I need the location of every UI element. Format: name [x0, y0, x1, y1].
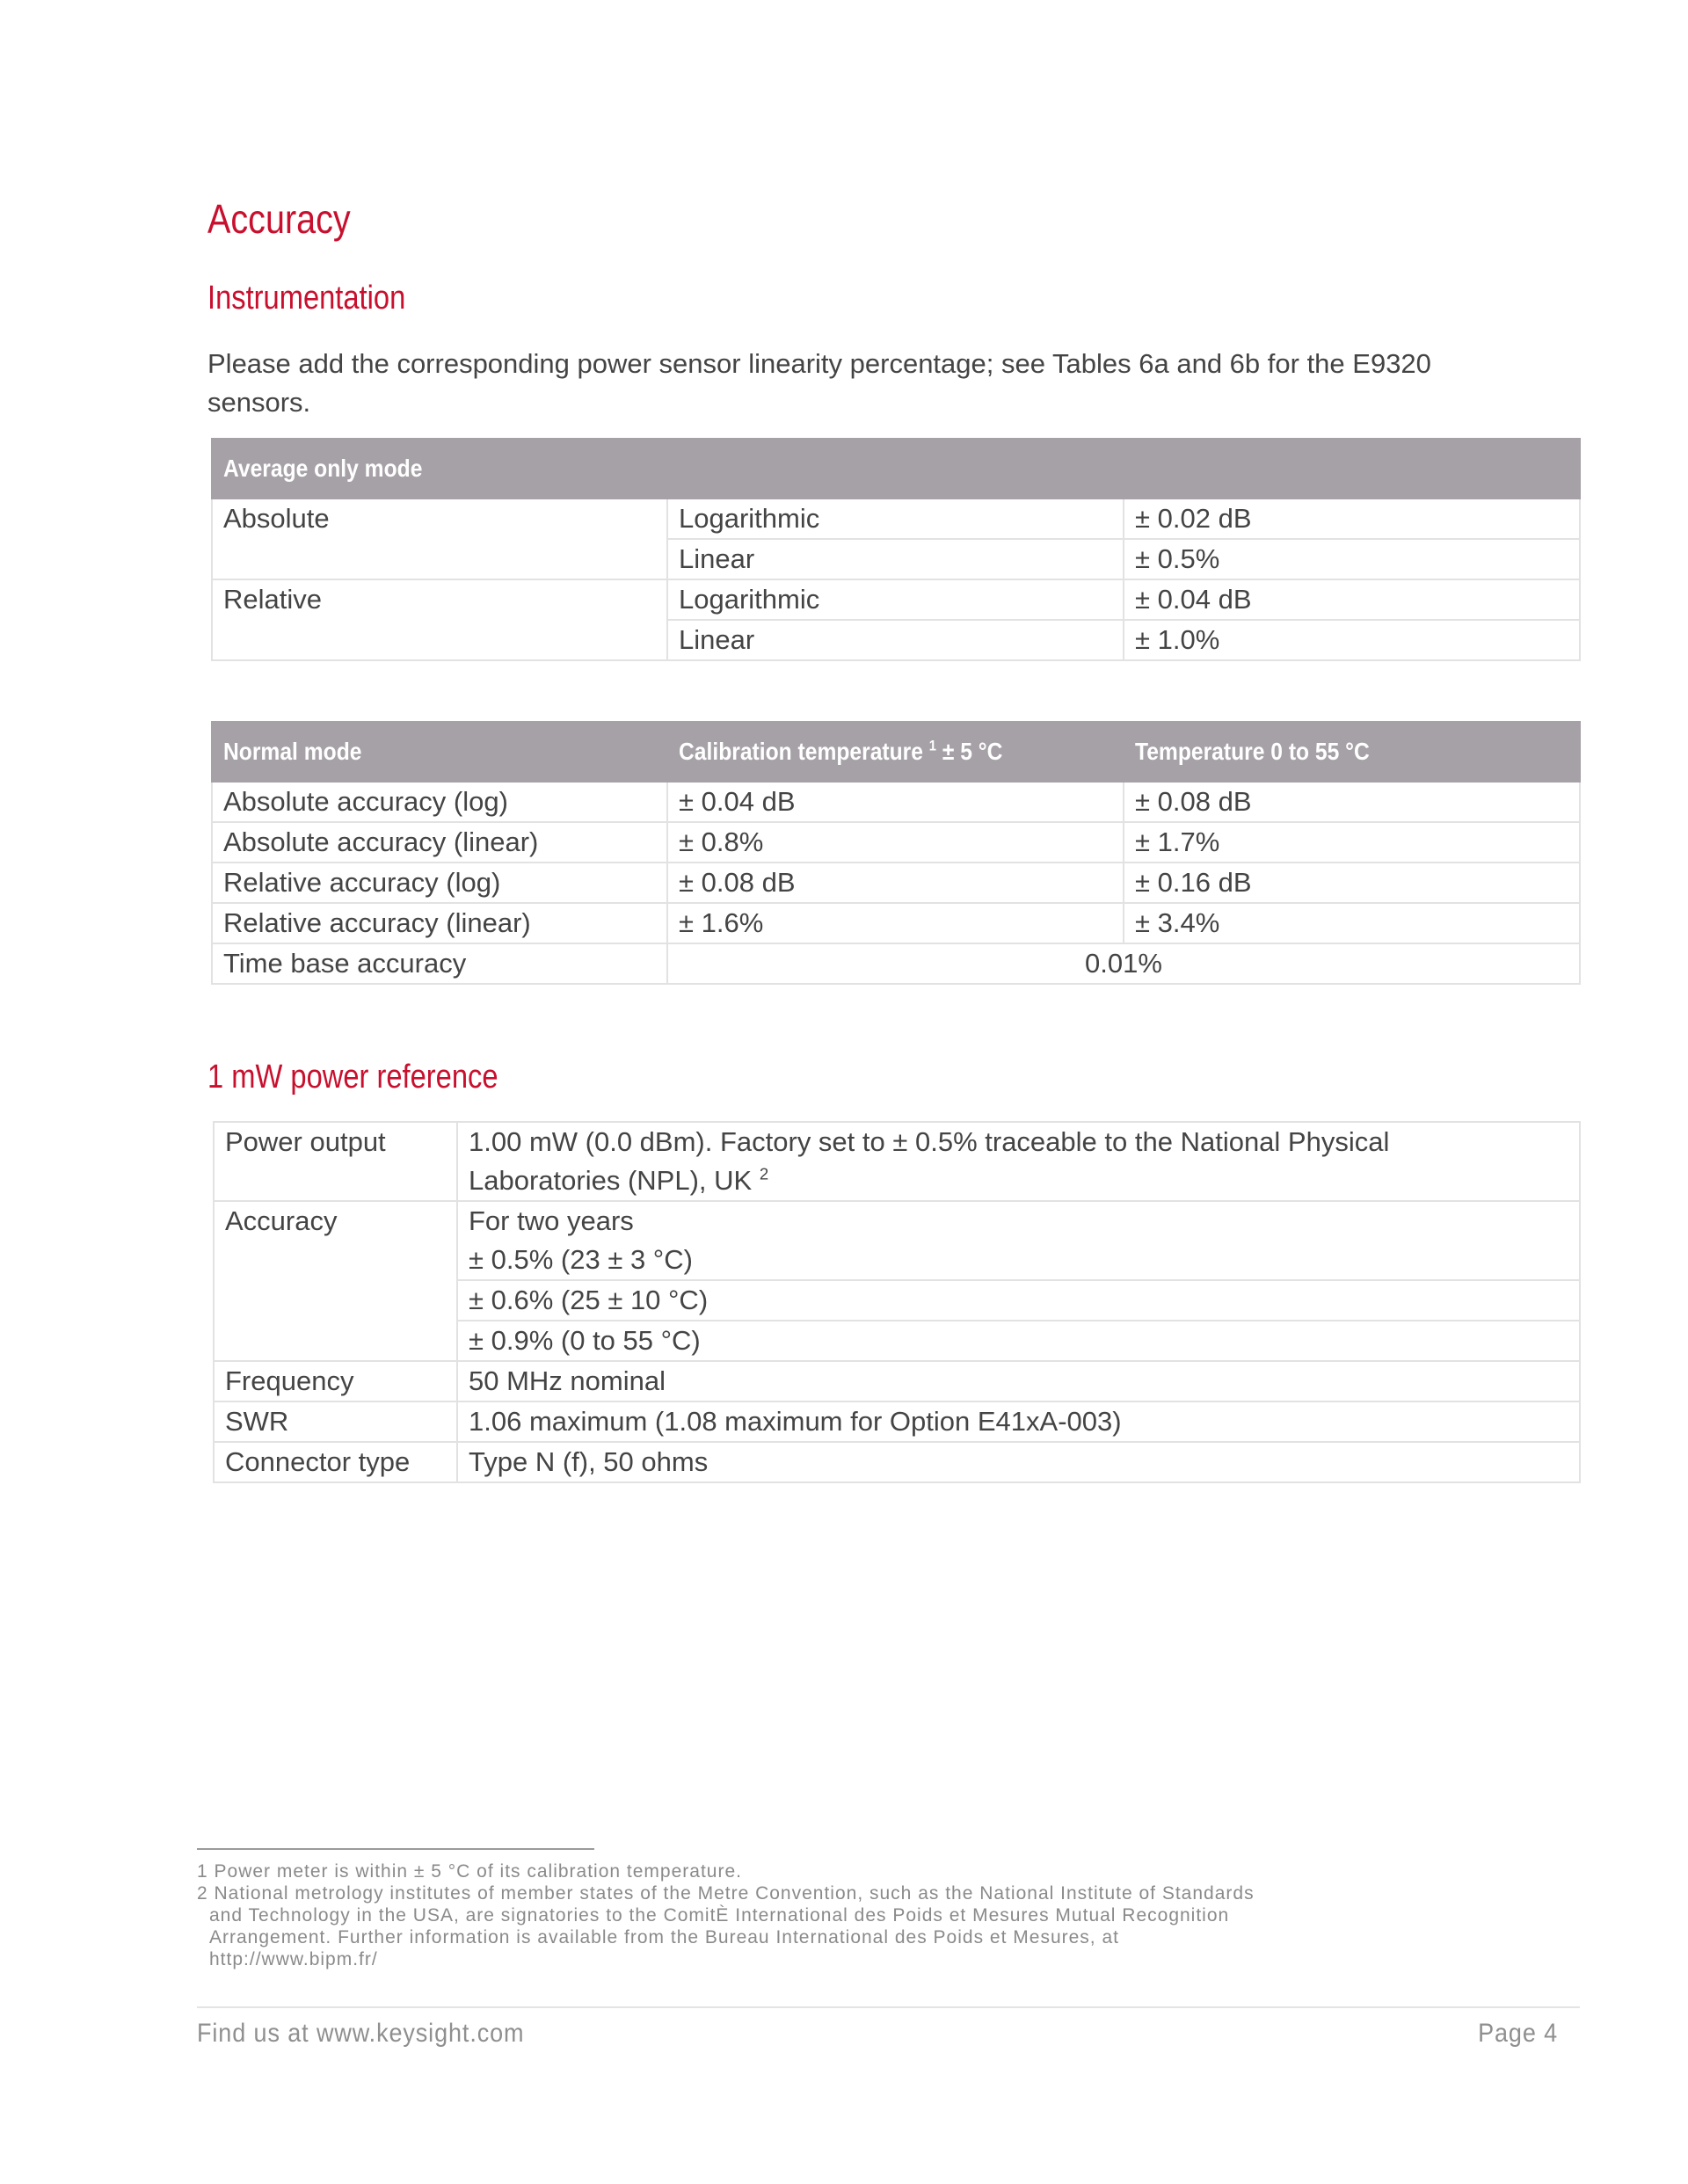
power-output-line: Laboratories (NPL), UK — [469, 1165, 753, 1196]
table-row — [212, 579, 1580, 620]
accuracy-value — [457, 1201, 1580, 1280]
footnote-1: 1 Power meter is within ± 5 °C of its calibration temperature. — [197, 1861, 742, 1882]
calibration-temperature-header — [679, 739, 1002, 765]
row-temp-value: ± 1.7% — [1124, 822, 1580, 863]
table-row — [212, 499, 1580, 539]
row-cal-value: ± 0.8% — [667, 822, 1124, 863]
row-label: Connector type — [214, 1442, 457, 1482]
row-label: Absolute accuracy (log) — [212, 782, 667, 822]
intro-paragraph: Please add the corresponding power sensor linearity percentage; see Tables 6a and 6b for the E9320 sensors. — [207, 348, 1431, 418]
row-cal-value: ± 1.6% — [667, 903, 1124, 943]
accuracy-line: For two years — [469, 1205, 634, 1236]
table-row — [212, 620, 1580, 660]
section-title-accuracy: Accuracy — [207, 196, 351, 242]
table-row — [214, 1361, 1580, 1401]
table-row — [214, 1122, 1580, 1201]
footnote-2-line: 2 National metrology institutes of member states of the Metre Convention, such as the National Institute of Standards — [197, 1883, 1255, 1904]
row-value: Type N (f), 50 ohms — [457, 1442, 1580, 1482]
row-scale: Linear — [667, 539, 1124, 579]
row-temp-value: ± 0.08 dB — [1124, 782, 1580, 822]
row-cal-value: ± 0.08 dB — [667, 863, 1124, 903]
page-number: Page 4 — [1478, 2019, 1558, 2048]
table-row — [214, 1442, 1580, 1482]
table-row — [212, 822, 1580, 863]
row-group — [212, 539, 667, 579]
calibration-tolerance: ± 5 °C — [942, 738, 1003, 765]
power-reference-table — [213, 1121, 1581, 1483]
row-label: Frequency — [214, 1361, 457, 1401]
header-cell — [212, 439, 1580, 499]
time-base-value: 0.01% — [667, 943, 1580, 984]
calibration-temperature-label: Calibration temperature — [679, 738, 923, 765]
table-row — [212, 903, 1580, 943]
row-scale: Logarithmic — [667, 499, 1124, 539]
row-group: Absolute — [212, 499, 667, 539]
header-cell — [1124, 722, 1580, 782]
table-row — [214, 1401, 1580, 1442]
table-row — [212, 943, 1580, 984]
row-label: Relative accuracy (linear) — [212, 903, 667, 943]
footnote-2-line: http://www.bipm.fr/ — [209, 1949, 378, 1969]
row-value: 50 MHz nominal — [457, 1361, 1580, 1401]
row-temp-value: ± 0.16 dB — [1124, 863, 1580, 903]
accuracy-value: ± 0.9% (0 to 55 °C) — [457, 1321, 1580, 1361]
footer-website: Find us at www.keysight.com — [197, 2019, 525, 2048]
row-value: ± 1.0% — [1124, 620, 1580, 660]
row-cal-value: ± 0.04 dB — [667, 782, 1124, 822]
row-label: Power output — [214, 1122, 457, 1201]
row-scale: Logarithmic — [667, 579, 1124, 620]
row-label: Relative accuracy (log) — [212, 863, 667, 903]
table-header-row — [212, 439, 1580, 499]
header-cell — [212, 722, 667, 782]
row-group — [212, 620, 667, 660]
footnote-divider — [197, 1848, 594, 1850]
row-scale: Linear — [667, 620, 1124, 660]
row-value: 1.06 maximum (1.08 maximum for Option E41xA-003) — [457, 1401, 1580, 1442]
row-value: ± 0.5% — [1124, 539, 1580, 579]
row-value: ± 0.04 dB — [1124, 579, 1580, 620]
footer-divider — [197, 2006, 1580, 2008]
footnote-ref: 1 — [928, 737, 937, 754]
footnote-2-line: Arrangement. Further information is available from the Bureau International des Poids et Mesures, at — [209, 1927, 1119, 1947]
row-group: Relative — [212, 579, 667, 620]
row-label: Time base accuracy — [212, 943, 667, 984]
table-row — [212, 539, 1580, 579]
footnote-ref: 2 — [759, 1164, 769, 1183]
average-mode-header: Average only mode — [223, 455, 423, 482]
table-row — [212, 863, 1580, 903]
row-value: ± 0.02 dB — [1124, 499, 1580, 539]
footnote-2-line: and Technology in the USA, are signatories to the ComitÈ International des Poids et Mesures Mutual Recognition — [209, 1905, 1230, 1926]
row-temp-value: ± 3.4% — [1124, 903, 1580, 943]
table-row — [214, 1201, 1580, 1280]
accuracy-value: ± 0.6% (25 ± 10 °C) — [457, 1280, 1580, 1321]
temperature-range-header: Temperature 0 to 55 °C — [1135, 738, 1370, 765]
row-label: SWR — [214, 1401, 457, 1442]
table-row — [212, 782, 1580, 822]
power-output-line: 1.00 mW (0.0 dBm). Factory set to ± 0.5% traceable to the National Physical — [469, 1126, 1390, 1157]
footnotes — [197, 1860, 1410, 1970]
subsection-title-power-reference: 1 mW power reference — [207, 1059, 498, 1096]
header-cell — [667, 722, 1124, 782]
average-mode-table — [211, 438, 1581, 661]
accuracy-line: ± 0.5% (23 ± 3 °C) — [469, 1244, 693, 1275]
table-header-row — [212, 722, 1580, 782]
subsection-title-instrumentation: Instrumentation — [207, 280, 406, 317]
normal-mode-header: Normal mode — [223, 738, 362, 765]
power-output-value — [457, 1122, 1580, 1201]
normal-mode-table — [211, 721, 1581, 985]
row-label: Accuracy — [214, 1201, 457, 1361]
row-label: Absolute accuracy (linear) — [212, 822, 667, 863]
